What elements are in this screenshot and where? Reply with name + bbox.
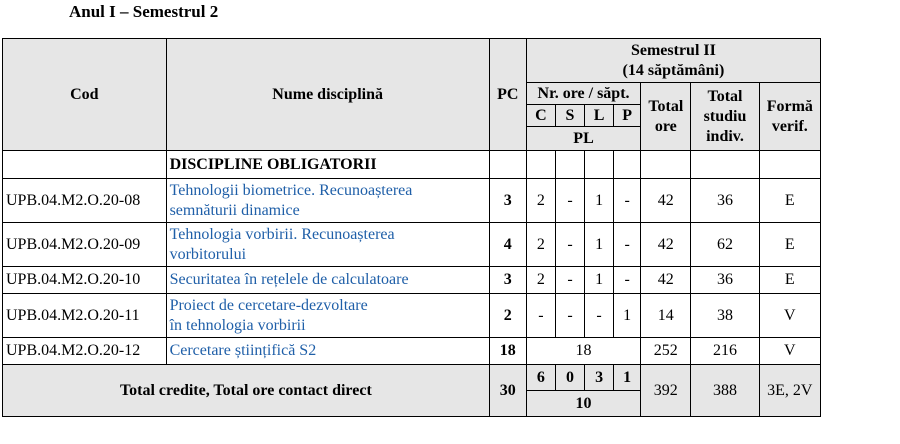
course-code: UPB.04.M2.O.20-09 <box>3 223 167 267</box>
course-total-ore: 42 <box>641 223 691 267</box>
table-row <box>3 294 821 338</box>
course-forma: E <box>759 223 820 267</box>
course-pl-merged: 18 <box>526 338 640 365</box>
course-forma: V <box>759 338 820 365</box>
course-pc: 4 <box>489 223 526 267</box>
course-name: Cercetare științifică S2 <box>166 338 489 365</box>
course-studiu: 62 <box>691 223 759 267</box>
header-semestru-title: Semestrul II <box>630 41 716 59</box>
course-studiu: 36 <box>691 267 759 294</box>
header-semestru-weeks: (14 săptămâni) <box>622 61 725 79</box>
totals-studiu: 388 <box>691 365 759 417</box>
course-forma: E <box>759 267 820 294</box>
course-l: 1 <box>585 223 614 267</box>
course-c: 2 <box>526 267 555 294</box>
course-c: - <box>526 294 555 338</box>
course-total-ore: 252 <box>641 338 691 365</box>
header-pl: PL <box>526 127 640 151</box>
header-semestru <box>526 39 820 83</box>
course-code: UPB.04.M2.O.20-11 <box>3 294 167 338</box>
header-total-studiu: Total studiu indiv. <box>691 83 759 151</box>
course-code: UPB.04.M2.O.20-08 <box>3 179 167 223</box>
header-cod: Cod <box>3 39 167 151</box>
header-total-ore: Total ore <box>641 83 691 151</box>
course-p: - <box>614 223 641 267</box>
course-pc: 2 <box>489 294 526 338</box>
header-nr-ore: Nr. ore / săpt. <box>526 83 640 105</box>
header-l: L <box>585 105 614 127</box>
course-l: - <box>585 294 614 338</box>
course-total-ore: 42 <box>641 267 691 294</box>
section-row <box>3 151 821 179</box>
header-row <box>3 39 821 83</box>
totals-total-ore: 392 <box>641 365 691 417</box>
header-nume-disciplina: Nume disciplină <box>166 39 489 151</box>
course-name: Securitatea în rețelele de calculatoare <box>166 267 489 294</box>
course-forma: V <box>759 294 820 338</box>
course-c: 2 <box>526 223 555 267</box>
course-pc: 3 <box>489 179 526 223</box>
totals-c: 6 <box>526 365 555 391</box>
totals-pl-sum: 10 <box>526 391 640 417</box>
course-s: - <box>555 294 584 338</box>
course-pc: 18 <box>489 338 526 365</box>
totals-s: 0 <box>555 365 584 391</box>
course-studiu: 36 <box>691 179 759 223</box>
course-studiu: 38 <box>691 294 759 338</box>
table-row <box>3 267 821 294</box>
course-code: UPB.04.M2.O.20-10 <box>3 267 167 294</box>
page-title: Anul I – Semestrul 2 <box>69 2 219 21</box>
course-p: - <box>614 179 641 223</box>
totals-pc: 30 <box>489 365 526 417</box>
course-l: 1 <box>585 267 614 294</box>
course-s: - <box>555 267 584 294</box>
course-l: 1 <box>585 179 614 223</box>
totals-row <box>3 365 821 391</box>
header-s: S <box>555 105 584 127</box>
course-p: 1 <box>614 294 641 338</box>
course-p: - <box>614 267 641 294</box>
curriculum-table <box>2 38 821 417</box>
totals-p: 1 <box>614 365 641 391</box>
table-row <box>3 338 821 365</box>
section-title: DISCIPLINE OBLIGATORII <box>166 151 489 179</box>
header-p: P <box>614 105 641 127</box>
course-s: - <box>555 179 584 223</box>
course-forma: E <box>759 179 820 223</box>
course-total-ore: 42 <box>641 179 691 223</box>
table-row <box>3 179 821 223</box>
course-code: UPB.04.M2.O.20-12 <box>3 338 167 365</box>
course-c: 2 <box>526 179 555 223</box>
course-name: Proiect de cercetare-dezvoltare în tehnologia vorbirii <box>166 294 489 338</box>
course-total-ore: 14 <box>641 294 691 338</box>
course-studiu: 216 <box>691 338 759 365</box>
table-row <box>3 223 821 267</box>
course-name: Tehnologia vorbirii. Recunoașterea vorbitorului <box>166 223 489 267</box>
totals-label: Total credite, Total ore contact direct <box>3 365 490 417</box>
totals-forma: 3E, 2V <box>759 365 820 417</box>
course-pc: 3 <box>489 267 526 294</box>
header-pc: PC <box>489 39 526 151</box>
header-c: C <box>526 105 555 127</box>
course-s: - <box>555 223 584 267</box>
course-name: Tehnologii biometrice. Recunoașterea semnăturii dinamice <box>166 179 489 223</box>
header-forma-verif: Formă verif. <box>759 83 820 151</box>
totals-l: 3 <box>585 365 614 391</box>
